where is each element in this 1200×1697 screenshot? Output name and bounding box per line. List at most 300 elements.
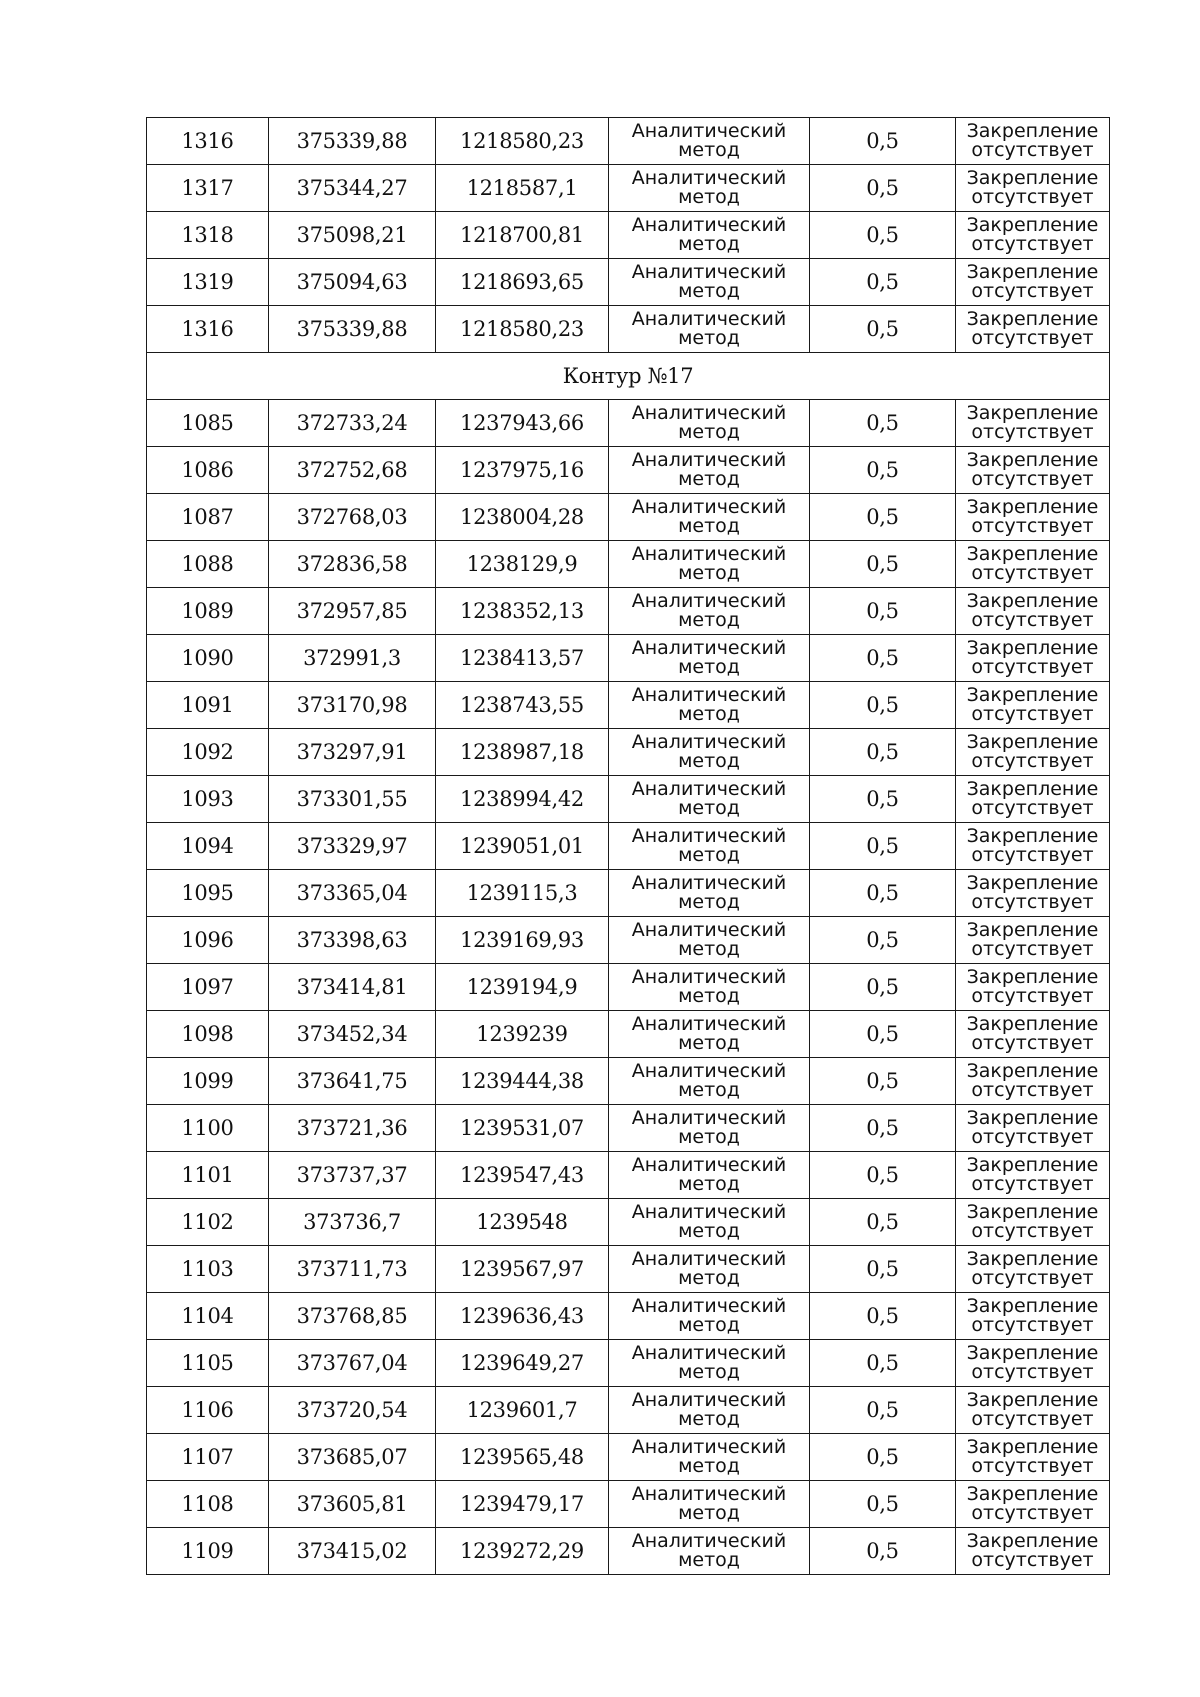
y-coordinate-cell: 1238987,18: [436, 729, 609, 776]
fixation-line-1: Закрепление: [966, 1248, 1099, 1270]
method-cell: [609, 165, 810, 212]
y-coordinate-cell: 1238994,42: [436, 776, 609, 823]
x-coordinate-cell: 373605,81: [269, 1481, 436, 1528]
table-row: [147, 588, 1110, 635]
x-coordinate-cell: 373685,07: [269, 1434, 436, 1481]
method-line-2: метод: [678, 844, 740, 866]
method-line-2: метод: [678, 1549, 740, 1571]
fixation-line-1: Закрепление: [966, 731, 1099, 753]
y-coordinate-cell: 1218580,23: [436, 306, 609, 353]
method-line-2: метод: [678, 139, 740, 161]
method-line-1: Аналитический: [631, 1154, 787, 1176]
fixation-line-1: Закрепление: [966, 684, 1099, 706]
table-row: [147, 259, 1110, 306]
method-cell: [609, 1434, 810, 1481]
method-line-1: Аналитический: [631, 1013, 787, 1035]
y-coordinate-cell: 1239479,17: [436, 1481, 609, 1528]
y-coordinate-cell: 1239169,93: [436, 917, 609, 964]
fixation-line-1: Закрепление: [966, 590, 1099, 612]
method-cell: [609, 1152, 810, 1199]
fixation-cell: [956, 588, 1110, 635]
fixation-cell: [956, 1293, 1110, 1340]
fixation-cell: [956, 1246, 1110, 1293]
table-row: [147, 870, 1110, 917]
contour-section-row: [147, 353, 1110, 400]
method-line-2: метод: [678, 1032, 740, 1054]
fixation-line-1: Закрепление: [966, 1436, 1099, 1458]
fixation-line-1: Закрепление: [966, 966, 1099, 988]
fixation-line-1: Закрепление: [966, 1060, 1099, 1082]
x-coordinate-cell: 373301,55: [269, 776, 436, 823]
point-number-cell: 1090: [147, 635, 269, 682]
method-cell: [609, 306, 810, 353]
x-coordinate-cell: 372836,58: [269, 541, 436, 588]
fixation-line-1: Закрепление: [966, 1342, 1099, 1364]
accuracy-cell: 0,5: [810, 682, 956, 729]
y-coordinate-cell: 1239567,97: [436, 1246, 609, 1293]
y-coordinate-cell: 1239547,43: [436, 1152, 609, 1199]
table-row: [147, 494, 1110, 541]
table-row: [147, 118, 1110, 165]
method-line-1: Аналитический: [631, 449, 787, 471]
point-number-cell: 1098: [147, 1011, 269, 1058]
fixation-line-1: Закрепление: [966, 872, 1099, 894]
table-row: [147, 682, 1110, 729]
point-number-cell: 1103: [147, 1246, 269, 1293]
point-number-cell: 1091: [147, 682, 269, 729]
table-row: [147, 1058, 1110, 1105]
fixation-line-2: отсутствует: [971, 1220, 1094, 1242]
method-cell: [609, 400, 810, 447]
fixation-cell: [956, 165, 1110, 212]
table-row: [147, 541, 1110, 588]
fixation-line-2: отсутствует: [971, 468, 1094, 490]
y-coordinate-cell: 1239548: [436, 1199, 609, 1246]
table-row: [147, 1293, 1110, 1340]
fixation-line-2: отсутствует: [971, 515, 1094, 537]
accuracy-cell: 0,5: [810, 588, 956, 635]
y-coordinate-cell: 1237943,66: [436, 400, 609, 447]
accuracy-cell: 0,5: [810, 870, 956, 917]
table-row: [147, 165, 1110, 212]
fixation-cell: [956, 306, 1110, 353]
fixation-cell: [956, 823, 1110, 870]
method-line-2: метод: [678, 609, 740, 631]
accuracy-cell: 0,5: [810, 494, 956, 541]
x-coordinate-cell: 375098,21: [269, 212, 436, 259]
accuracy-cell: 0,5: [810, 212, 956, 259]
accuracy-cell: 0,5: [810, 917, 956, 964]
point-number-cell: 1100: [147, 1105, 269, 1152]
point-number-cell: 1085: [147, 400, 269, 447]
method-line-2: метод: [678, 1173, 740, 1195]
x-coordinate-cell: 373711,73: [269, 1246, 436, 1293]
method-line-1: Аналитический: [631, 966, 787, 988]
x-coordinate-cell: 375094,63: [269, 259, 436, 306]
method-line-2: метод: [678, 656, 740, 678]
fixation-line-1: Закрепление: [966, 1154, 1099, 1176]
method-line-2: метод: [678, 1079, 740, 1101]
y-coordinate-cell: 1239051,01: [436, 823, 609, 870]
method-line-1: Аналитический: [631, 590, 787, 612]
method-line-1: Аналитический: [631, 120, 787, 142]
y-coordinate-cell: 1239531,07: [436, 1105, 609, 1152]
method-line-2: метод: [678, 421, 740, 443]
table-row: [147, 1387, 1110, 1434]
table-row: [147, 964, 1110, 1011]
x-coordinate-cell: 373768,85: [269, 1293, 436, 1340]
table-row: [147, 1105, 1110, 1152]
table-row: [147, 400, 1110, 447]
coordinates-table-body: [147, 118, 1110, 1575]
fixation-line-2: отсутствует: [971, 562, 1094, 584]
method-cell: [609, 1011, 810, 1058]
method-cell: [609, 541, 810, 588]
point-number-cell: 1106: [147, 1387, 269, 1434]
method-line-1: Аналитический: [631, 1483, 787, 1505]
x-coordinate-cell: 372752,68: [269, 447, 436, 494]
fixation-line-1: Закрепление: [966, 543, 1099, 565]
method-line-2: метод: [678, 750, 740, 772]
y-coordinate-cell: 1239272,29: [436, 1528, 609, 1575]
y-coordinate-cell: 1218587,1: [436, 165, 609, 212]
method-line-1: Аналитический: [631, 778, 787, 800]
fixation-line-2: отсутствует: [971, 609, 1094, 631]
method-line-1: Аналитический: [631, 1342, 787, 1364]
method-cell: [609, 494, 810, 541]
accuracy-cell: 0,5: [810, 776, 956, 823]
accuracy-cell: 0,5: [810, 447, 956, 494]
method-line-1: Аналитический: [631, 637, 787, 659]
method-cell: [609, 729, 810, 776]
fixation-line-1: Закрепление: [966, 778, 1099, 800]
y-coordinate-cell: 1238413,57: [436, 635, 609, 682]
accuracy-cell: 0,5: [810, 259, 956, 306]
method-line-1: Аналитический: [631, 496, 787, 518]
method-cell: [609, 1199, 810, 1246]
y-coordinate-cell: 1238743,55: [436, 682, 609, 729]
x-coordinate-cell: 373767,04: [269, 1340, 436, 1387]
method-cell: [609, 1058, 810, 1105]
y-coordinate-cell: 1218580,23: [436, 118, 609, 165]
x-coordinate-cell: 372991,3: [269, 635, 436, 682]
fixation-line-1: Закрепление: [966, 1483, 1099, 1505]
accuracy-cell: 0,5: [810, 1340, 956, 1387]
method-cell: [609, 1387, 810, 1434]
fixation-line-2: отсутствует: [971, 1267, 1094, 1289]
accuracy-cell: 0,5: [810, 1011, 956, 1058]
method-line-2: метод: [678, 1502, 740, 1524]
table-row: [147, 1011, 1110, 1058]
table-row: [147, 635, 1110, 682]
fixation-line-1: Закрепление: [966, 825, 1099, 847]
fixation-line-2: отсутствует: [971, 750, 1094, 772]
accuracy-cell: 0,5: [810, 1434, 956, 1481]
method-line-2: метод: [678, 1455, 740, 1477]
accuracy-cell: 0,5: [810, 1481, 956, 1528]
method-cell: [609, 1481, 810, 1528]
coordinates-table: [146, 117, 1110, 1575]
method-cell: [609, 870, 810, 917]
fixation-line-2: отсутствует: [971, 1032, 1094, 1054]
fixation-cell: [956, 1481, 1110, 1528]
method-line-1: Аналитический: [631, 1436, 787, 1458]
x-coordinate-cell: 373452,34: [269, 1011, 436, 1058]
method-line-2: метод: [678, 1267, 740, 1289]
method-cell: [609, 447, 810, 494]
table-row: [147, 212, 1110, 259]
fixation-cell: [956, 1105, 1110, 1152]
table-row: [147, 306, 1110, 353]
fixation-line-2: отсутствует: [971, 1549, 1094, 1571]
x-coordinate-cell: 373737,37: [269, 1152, 436, 1199]
table-row: [147, 1434, 1110, 1481]
method-line-2: метод: [678, 985, 740, 1007]
fixation-line-2: отсутствует: [971, 985, 1094, 1007]
method-cell: [609, 682, 810, 729]
method-line-1: Аналитический: [631, 684, 787, 706]
method-line-1: Аналитический: [631, 543, 787, 565]
point-number-cell: 1089: [147, 588, 269, 635]
point-number-cell: 1105: [147, 1340, 269, 1387]
method-line-2: метод: [678, 891, 740, 913]
point-number-cell: 1108: [147, 1481, 269, 1528]
fixation-cell: [956, 870, 1110, 917]
accuracy-cell: 0,5: [810, 1246, 956, 1293]
fixation-line-2: отсутствует: [971, 1079, 1094, 1101]
fixation-cell: [956, 1152, 1110, 1199]
fixation-cell: [956, 776, 1110, 823]
fixation-line-1: Закрепление: [966, 402, 1099, 424]
method-line-1: Аналитический: [631, 308, 787, 330]
point-number-cell: 1107: [147, 1434, 269, 1481]
y-coordinate-cell: 1238129,9: [436, 541, 609, 588]
method-cell: [609, 118, 810, 165]
method-line-2: метод: [678, 515, 740, 537]
x-coordinate-cell: 373170,98: [269, 682, 436, 729]
x-coordinate-cell: 373720,54: [269, 1387, 436, 1434]
accuracy-cell: 0,5: [810, 1152, 956, 1199]
accuracy-cell: 0,5: [810, 165, 956, 212]
fixation-line-2: отсутствует: [971, 844, 1094, 866]
x-coordinate-cell: 372733,24: [269, 400, 436, 447]
method-line-2: метод: [678, 1361, 740, 1383]
y-coordinate-cell: 1239239: [436, 1011, 609, 1058]
contour-title: Контур №17: [147, 353, 1110, 400]
method-line-1: Аналитический: [631, 731, 787, 753]
fixation-line-2: отсутствует: [971, 1314, 1094, 1336]
point-number-cell: 1086: [147, 447, 269, 494]
fixation-line-1: Закрепление: [966, 449, 1099, 471]
fixation-line-1: Закрепление: [966, 637, 1099, 659]
fixation-cell: [956, 635, 1110, 682]
x-coordinate-cell: 375339,88: [269, 118, 436, 165]
point-number-cell: 1101: [147, 1152, 269, 1199]
fixation-line-1: Закрепление: [966, 1013, 1099, 1035]
fixation-cell: [956, 917, 1110, 964]
fixation-line-2: отсутствует: [971, 1361, 1094, 1383]
table-row: [147, 776, 1110, 823]
method-line-1: Аналитический: [631, 402, 787, 424]
method-line-2: метод: [678, 1408, 740, 1430]
x-coordinate-cell: 375339,88: [269, 306, 436, 353]
method-line-1: Аналитический: [631, 1389, 787, 1411]
accuracy-cell: 0,5: [810, 1199, 956, 1246]
method-line-2: метод: [678, 938, 740, 960]
method-line-2: метод: [678, 280, 740, 302]
x-coordinate-cell: 373721,36: [269, 1105, 436, 1152]
method-line-1: Аналитический: [631, 214, 787, 236]
fixation-line-2: отсутствует: [971, 891, 1094, 913]
fixation-line-1: Закрепление: [966, 167, 1099, 189]
method-cell: [609, 1528, 810, 1575]
method-cell: [609, 259, 810, 306]
method-line-1: Аналитический: [631, 261, 787, 283]
x-coordinate-cell: 373398,63: [269, 917, 436, 964]
accuracy-cell: 0,5: [810, 635, 956, 682]
method-line-2: метод: [678, 1314, 740, 1336]
fixation-line-2: отсутствует: [971, 938, 1094, 960]
fixation-cell: [956, 212, 1110, 259]
accuracy-cell: 0,5: [810, 1105, 956, 1152]
method-line-2: метод: [678, 233, 740, 255]
point-number-cell: 1093: [147, 776, 269, 823]
x-coordinate-cell: 373415,02: [269, 1528, 436, 1575]
point-number-cell: 1102: [147, 1199, 269, 1246]
x-coordinate-cell: 373365,04: [269, 870, 436, 917]
fixation-cell: [956, 1528, 1110, 1575]
fixation-line-1: Закрепление: [966, 120, 1099, 142]
point-number-cell: 1317: [147, 165, 269, 212]
x-coordinate-cell: 372957,85: [269, 588, 436, 635]
table-row: [147, 447, 1110, 494]
method-cell: [609, 1293, 810, 1340]
fixation-line-2: отсутствует: [971, 1126, 1094, 1148]
method-line-1: Аналитический: [631, 1201, 787, 1223]
point-number-cell: 1099: [147, 1058, 269, 1105]
fixation-cell: [956, 1058, 1110, 1105]
y-coordinate-cell: 1238352,13: [436, 588, 609, 635]
point-number-cell: 1109: [147, 1528, 269, 1575]
method-cell: [609, 635, 810, 682]
fixation-line-2: отсутствует: [971, 186, 1094, 208]
fixation-line-2: отсутствует: [971, 1455, 1094, 1477]
accuracy-cell: 0,5: [810, 729, 956, 776]
point-number-cell: 1319: [147, 259, 269, 306]
point-number-cell: 1094: [147, 823, 269, 870]
point-number-cell: 1104: [147, 1293, 269, 1340]
fixation-line-1: Закрепление: [966, 308, 1099, 330]
table-row: [147, 1152, 1110, 1199]
method-cell: [609, 1246, 810, 1293]
method-line-2: метод: [678, 1126, 740, 1148]
method-line-1: Аналитический: [631, 919, 787, 941]
point-number-cell: 1088: [147, 541, 269, 588]
fixation-line-2: отсутствует: [971, 1173, 1094, 1195]
fixation-line-2: отсутствует: [971, 421, 1094, 443]
method-cell: [609, 776, 810, 823]
method-line-2: метод: [678, 703, 740, 725]
table-row: [147, 1528, 1110, 1575]
fixation-cell: [956, 1011, 1110, 1058]
y-coordinate-cell: 1218693,65: [436, 259, 609, 306]
fixation-line-1: Закрепление: [966, 1201, 1099, 1223]
fixation-line-1: Закрепление: [966, 496, 1099, 518]
fixation-line-1: Закрепление: [966, 919, 1099, 941]
point-number-cell: 1318: [147, 212, 269, 259]
method-cell: [609, 964, 810, 1011]
table-row: [147, 917, 1110, 964]
x-coordinate-cell: 373641,75: [269, 1058, 436, 1105]
point-number-cell: 1096: [147, 917, 269, 964]
fixation-line-2: отсутствует: [971, 233, 1094, 255]
fixation-cell: [956, 1340, 1110, 1387]
method-line-1: Аналитический: [631, 1107, 787, 1129]
fixation-line-1: Закрепление: [966, 261, 1099, 283]
method-line-2: метод: [678, 562, 740, 584]
x-coordinate-cell: 373329,97: [269, 823, 436, 870]
y-coordinate-cell: 1239194,9: [436, 964, 609, 1011]
method-cell: [609, 1340, 810, 1387]
table-row: [147, 1199, 1110, 1246]
accuracy-cell: 0,5: [810, 823, 956, 870]
x-coordinate-cell: 373297,91: [269, 729, 436, 776]
y-coordinate-cell: 1239601,7: [436, 1387, 609, 1434]
point-number-cell: 1316: [147, 306, 269, 353]
point-number-cell: 1095: [147, 870, 269, 917]
accuracy-cell: 0,5: [810, 118, 956, 165]
table-row: [147, 1340, 1110, 1387]
fixation-cell: [956, 964, 1110, 1011]
accuracy-cell: 0,5: [810, 541, 956, 588]
x-coordinate-cell: 372768,03: [269, 494, 436, 541]
fixation-cell: [956, 447, 1110, 494]
fixation-line-2: отсутствует: [971, 656, 1094, 678]
point-number-cell: 1316: [147, 118, 269, 165]
y-coordinate-cell: 1239636,43: [436, 1293, 609, 1340]
method-line-1: Аналитический: [631, 1060, 787, 1082]
fixation-line-1: Закрепление: [966, 1389, 1099, 1411]
fixation-line-2: отсутствует: [971, 280, 1094, 302]
fixation-line-1: Закрепление: [966, 1107, 1099, 1129]
accuracy-cell: 0,5: [810, 1387, 956, 1434]
fixation-cell: [956, 1199, 1110, 1246]
method-line-2: метод: [678, 468, 740, 490]
fixation-cell: [956, 541, 1110, 588]
fixation-line-1: Закрепление: [966, 1530, 1099, 1552]
method-line-1: Аналитический: [631, 167, 787, 189]
point-number-cell: 1087: [147, 494, 269, 541]
fixation-cell: [956, 729, 1110, 776]
accuracy-cell: 0,5: [810, 964, 956, 1011]
method-line-2: метод: [678, 1220, 740, 1242]
y-coordinate-cell: 1239115,3: [436, 870, 609, 917]
method-line-1: Аналитический: [631, 825, 787, 847]
y-coordinate-cell: 1239649,27: [436, 1340, 609, 1387]
accuracy-cell: 0,5: [810, 400, 956, 447]
accuracy-cell: 0,5: [810, 306, 956, 353]
method-cell: [609, 212, 810, 259]
method-line-2: метод: [678, 186, 740, 208]
fixation-cell: [956, 682, 1110, 729]
method-cell: [609, 1105, 810, 1152]
table-row: [147, 1246, 1110, 1293]
method-line-1: Аналитический: [631, 1530, 787, 1552]
method-line-2: метод: [678, 327, 740, 349]
fixation-line-1: Закрепление: [966, 214, 1099, 236]
fixation-cell: [956, 400, 1110, 447]
method-cell: [609, 823, 810, 870]
